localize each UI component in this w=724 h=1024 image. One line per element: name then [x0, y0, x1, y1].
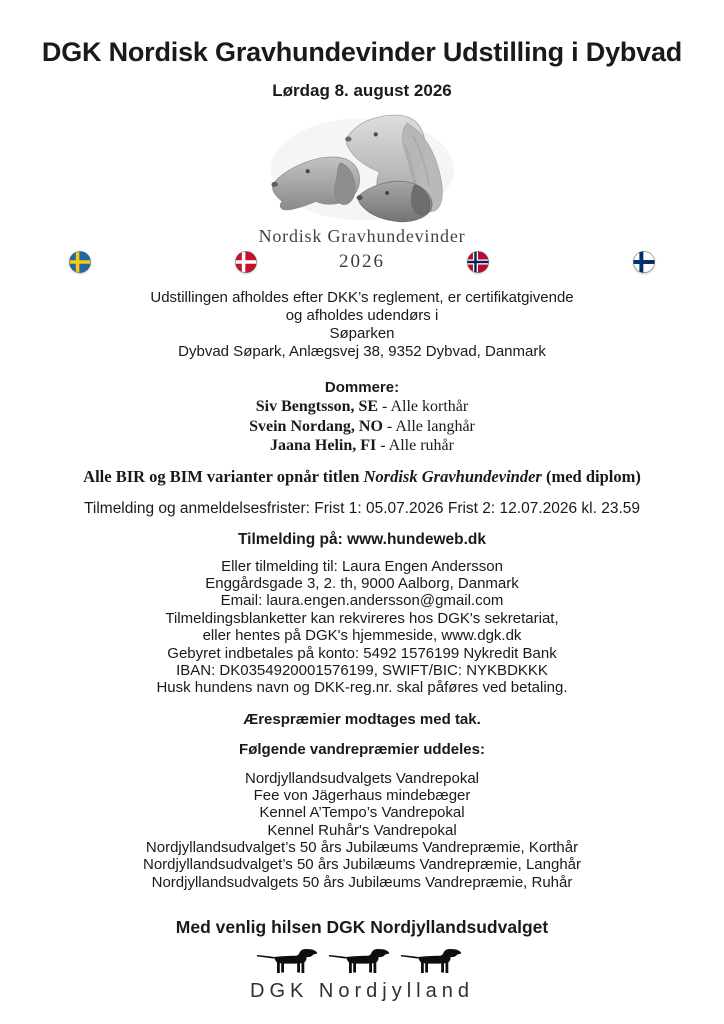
- denmark-flag-icon: [235, 251, 257, 273]
- judge-row: [0, 397, 724, 417]
- payment-note-line: Husk hundens navn og DKK-reg.nr. skal påføres ved betaling.: [156, 679, 568, 697]
- logo-text: DGK Nordjylland: [250, 979, 474, 1002]
- judge-assignment: - Alle langhår: [382, 417, 475, 435]
- title-award-note: [0, 467, 724, 487]
- dachshund-silhouettes-icon: [257, 946, 467, 980]
- dgk-nordjylland-logo: [0, 946, 724, 1003]
- emblem-year: 2026: [339, 251, 385, 272]
- intro-paragraph: [0, 289, 724, 361]
- contact-email-line: Email: laura.engen.andersson@gmail.com: [220, 592, 504, 610]
- emblem-artwork: [0, 107, 724, 274]
- judge-row: [0, 417, 724, 437]
- intro-line: Udstillingen afholdes efter DKK’s reglement, er certifikatgivende: [150, 289, 574, 306]
- iban-line: IBAN: DK0354920001576199, SWIFT/BIC: NYKBDKKK: [176, 661, 548, 679]
- venue-name: Søparken: [329, 325, 395, 342]
- title-award-name: Nordisk Gravhundevinder: [363, 466, 542, 486]
- judges-section: [0, 378, 724, 456]
- judges-heading: Dommere:: [324, 379, 400, 396]
- norway-flag-icon: [467, 251, 489, 273]
- trophies-heading: Følgende vandrepræmier uddeles:: [239, 740, 485, 758]
- trophy-item: Kennel Ruhår's Vandrepokal: [267, 821, 457, 839]
- contact-website-line: eller hentes på DGK's hjemmeside, www.dgk.dk: [202, 627, 522, 645]
- title-award-suffix: (med diplom): [541, 466, 641, 486]
- venue-address: Dybvad Søpark, Anlægsvej 38, 9352 Dybvad, Danmark: [178, 343, 546, 360]
- trophy-item: Nordjyllandsudvalget’s 50 års Jubilæums Vandrepræmie, Langhår: [142, 856, 581, 874]
- dachshund-heads-sketch-icon: [260, 107, 465, 226]
- finland-flag-icon: [633, 251, 655, 273]
- trophy-item: Nordjyllandsudvalget’s 50 års Jubilæums Vandrepræmie, Korthår: [145, 838, 579, 856]
- trophy-item: Nordjyllandsudvalgets Vandrepokal: [244, 769, 480, 787]
- sweden-flag-icon: [69, 251, 91, 273]
- contact-block: [0, 558, 724, 697]
- contact-address-line: Enggårdsgade 3, 2. th, 9000 Aalborg, Danmark: [205, 574, 519, 592]
- judge-name: Jaana Helin, FI: [270, 437, 377, 454]
- deadlines-line: Tilmelding og anmeldelsesfrister: Frist 1: 05.07.2026 Frist 2: 12.07.2026 kl. 23.59: [84, 499, 640, 517]
- contact-line: Tilmeldingsblanketter kan rekvireres hos DGK's sekretariat,: [165, 609, 559, 627]
- judge-assignment: - Alle ruhår: [376, 437, 454, 454]
- emblem-flags-row: [0, 250, 724, 274]
- trophy-item: Kennel A’Tempo’s Vandrepokal: [259, 804, 465, 822]
- emblem-title: Nordisk Gravhundevinder: [258, 226, 466, 246]
- judge-row: [0, 436, 724, 456]
- judge-assignment: - Alle korthår: [378, 398, 469, 415]
- title-award-prefix: Alle BIR og BIM varianter opnår titlen: [83, 466, 364, 486]
- trophy-item: Fee von Jägerhaus mindebæger: [253, 787, 471, 805]
- judge-name: Siv Bengtsson, SE: [255, 398, 379, 415]
- contact-line: Eller tilmelding til: Laura Engen Andersson: [221, 557, 503, 575]
- judge-name: Svein Nordang, NO: [249, 417, 383, 435]
- bank-account-line: Gebyret indbetales på konto: 5492 1576199 Nykredit Bank: [167, 644, 557, 662]
- honor-prizes-note: Ærespræmier modtages med tak.: [243, 710, 481, 728]
- event-date: Lørdag 8. august 2026: [272, 81, 452, 100]
- signature-line: Med venlig hilsen DGK Nordjyllandsudvalget: [175, 916, 549, 937]
- online-registration-line: Tilmelding på: www.hundeweb.dk: [237, 530, 486, 548]
- page-title: DGK Nordisk Gravhundevinder Udstilling i Dybvad: [41, 37, 683, 67]
- trophy-item: Nordjyllandsudvalgets 50 års Jubilæums Vandrepræmie, Ruhår: [151, 873, 573, 891]
- trophy-list: [0, 770, 724, 891]
- intro-line: og afholdes udendørs i: [285, 307, 439, 324]
